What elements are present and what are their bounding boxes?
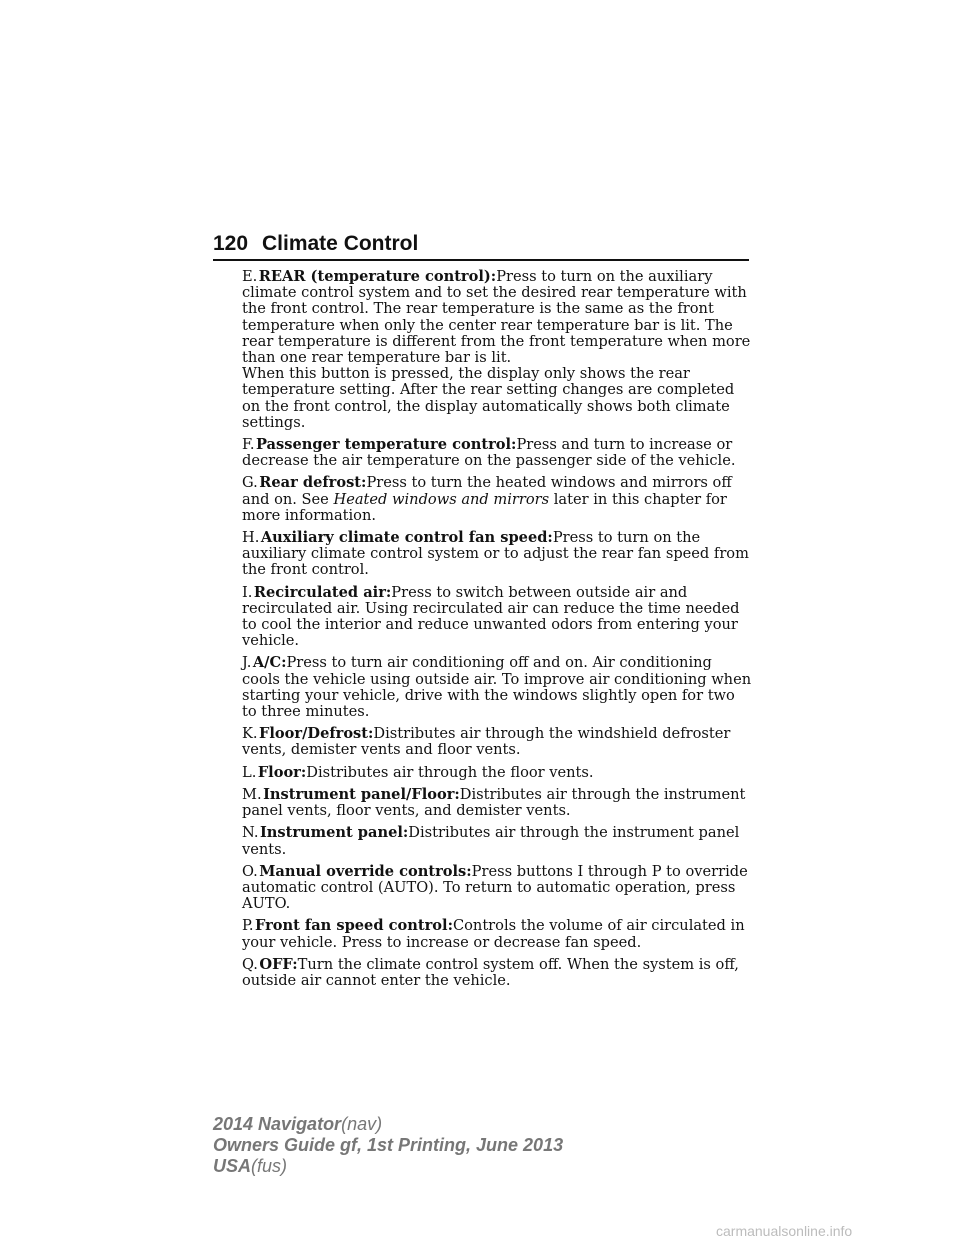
entry-h: [242, 530, 754, 579]
entry-letter: O.: [242, 862, 258, 880]
entry-p: [242, 918, 754, 950]
entry-letter: P.: [242, 917, 254, 935]
entry-text: Press to turn on the auxiliary climate control system or to adjust the rear fan speed from the front control.: [242, 529, 749, 579]
entry-text: Press buttons I through P to override automatic control (AUTO). To return to automatic operation, press AUTO.: [242, 862, 748, 913]
watermark: carmanualsonline.info: [716, 1223, 853, 1239]
entry-letter: H.: [242, 529, 260, 547]
entry-text: Press and turn to increase or decrease the air temperature on the passenger side of the vehicle.: [242, 436, 736, 470]
page-footer: [213, 1114, 563, 1177]
entry-term: Passenger temperature control:: [255, 436, 517, 454]
entry-text: Distributes air through the instrument panel vents.: [242, 824, 740, 858]
entry-letter: G.: [242, 474, 258, 492]
entry-f: [242, 437, 754, 469]
entry-m: [242, 787, 754, 819]
footer-edition-line: [213, 1135, 563, 1156]
entry-letter: N.: [242, 824, 259, 842]
entry-letter: Q.: [242, 955, 258, 973]
entry-k: [242, 726, 754, 758]
entry-term: Recirculated air:: [253, 583, 392, 601]
entry-term: REAR (temperature control):: [258, 268, 497, 285]
footer-edition: Owners Guide gf, 1st Printing, June 2013: [213, 1135, 564, 1155]
entry-term: Rear defrost:: [259, 474, 367, 492]
cross-reference: Heated windows and mirrors: [333, 490, 550, 508]
entry-term: OFF:: [259, 955, 298, 973]
entry-text: Turn the climate control system off. When the system is off, outside air cannot enter the vehicle.: [242, 955, 739, 989]
entry-term: Manual override controls:: [259, 862, 472, 880]
page-header: [213, 231, 749, 263]
header-rule: [213, 259, 749, 261]
entry-term: Auxiliary climate control fan speed:: [260, 529, 553, 547]
footer-market-code: (fus): [251, 1156, 288, 1176]
page-number: 120: [213, 232, 249, 255]
page-title: Climate Control: [262, 232, 419, 255]
footer-market-line: [213, 1156, 563, 1177]
entry-l: [242, 765, 754, 781]
entry-letter: K.: [242, 725, 258, 743]
footer-model: 2014 Navigator: [213, 1114, 342, 1134]
entry-g: [242, 475, 754, 524]
entry-text: Distributes air through the windshield defroster vents, demister vents and floor vents.: [242, 725, 731, 759]
entry-letter: F.: [242, 436, 255, 454]
entry-term: Instrument panel:: [259, 824, 409, 842]
entry-text: Press to turn the heated windows and mirrors off and on. See: [242, 474, 732, 508]
entry-term: Floor/Defrost:: [259, 725, 374, 743]
footer-model-code: (nav): [341, 1114, 383, 1134]
entry-letter: I.: [242, 583, 253, 601]
entry-term: Instrument panel/Floor:: [263, 785, 460, 803]
entry-o: [242, 864, 754, 913]
entry-text: Controls the volume of air circulated in your vehicle. Press to increase or decrease fan speed.: [242, 917, 745, 951]
entry-text: When this button is pressed, the display only shows the rear temperature setting. After the rear setting changes are completed on the front control, the display automatically shows both climate settings.: [242, 365, 735, 431]
entry-term: Front fan speed control:: [254, 917, 453, 935]
entry-text: Press to turn on the auxiliary climate control system and to set the desired rear temperature with the front control. The rear temperature is the same as the front temperature when only the center rear temperature bar is lit. The rear temperature is different from the front temperature when more than one rear temperature bar is lit.: [242, 268, 751, 367]
entry-text-after: later in this chapter for more information.: [242, 490, 727, 524]
entry-term: A/C:: [252, 654, 287, 672]
entry-text: Press to switch between outside air and recirculated air. Using recirculated air can reduce the time needed to cool the interior and reduce unwanted odors from entering your vehicle.: [242, 583, 740, 650]
page-content: [242, 269, 754, 995]
entry-text: Press to turn air conditioning off and on. Air conditioning cools the vehicle using outside air. To improve air conditioning when starting your vehicle, drive with the windows slightly open for two to three minutes.: [242, 654, 752, 721]
footer-model-line: [213, 1114, 563, 1135]
entry-text: Distributes air through the floor vents.: [306, 763, 594, 781]
entry-q: [242, 957, 754, 989]
entry-letter: J.: [242, 654, 252, 672]
entry-e-continued: [242, 366, 754, 431]
entry-i: [242, 585, 754, 650]
entry-j: [242, 655, 754, 720]
entry-letter: E.: [242, 268, 258, 285]
entry-letter: L.: [242, 763, 257, 781]
entry-text: Distributes air through the instrument panel vents, floor vents, and demister vents.: [242, 785, 746, 820]
entry-letter: M.: [242, 785, 262, 803]
entry-term: Floor:: [257, 763, 307, 781]
footer-market: USA: [213, 1156, 252, 1176]
entry-e: [242, 269, 754, 366]
entry-n: [242, 825, 754, 857]
